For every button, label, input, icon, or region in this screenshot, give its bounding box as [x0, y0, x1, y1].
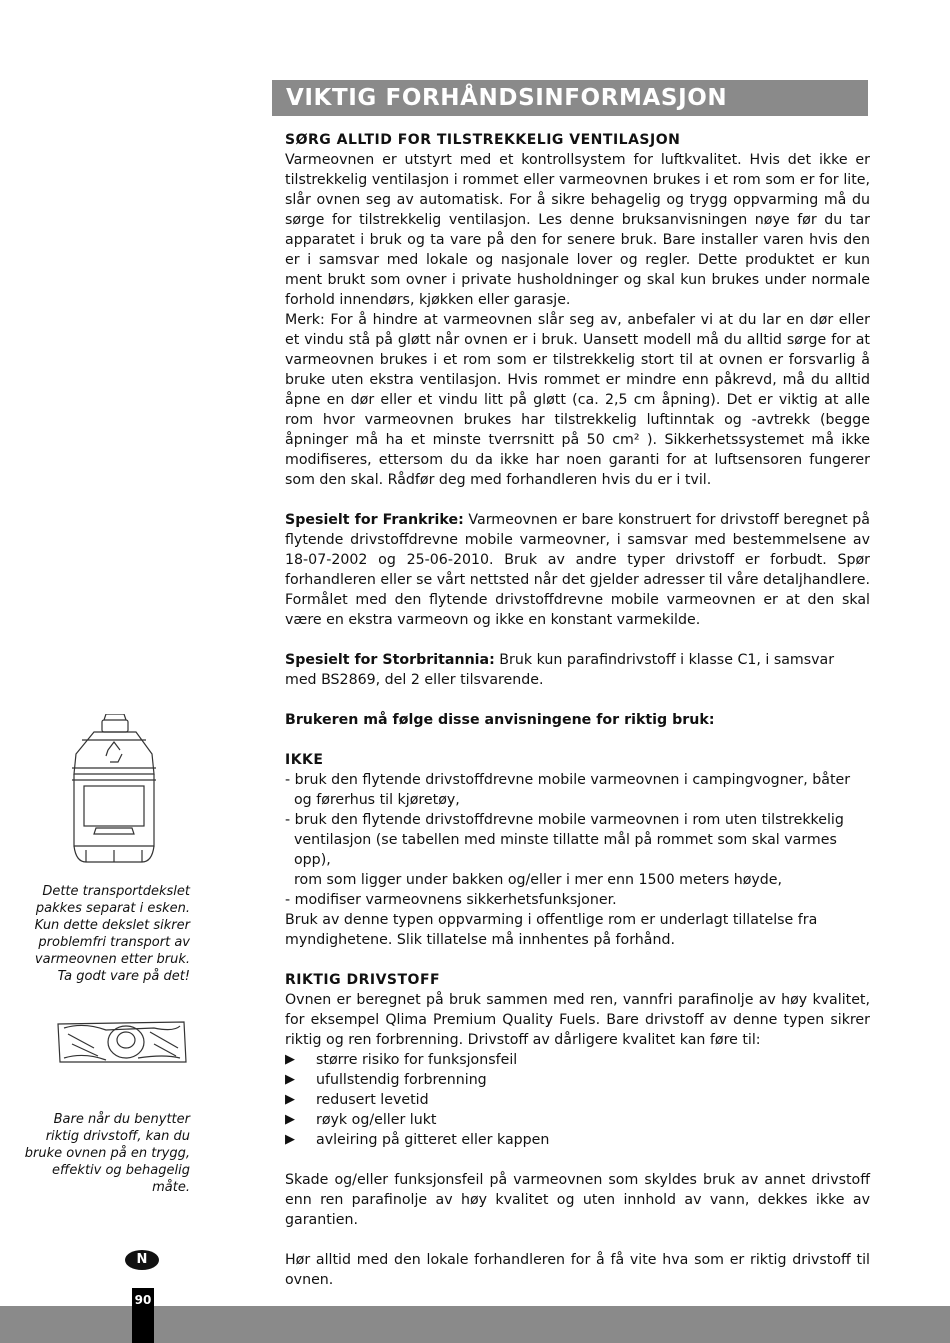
main-content: [285, 130, 870, 1290]
ikke-line: - bruk den flytende drivstoffdrevne mobile varmeovnen i campingvogner, båter: [285, 772, 851, 788]
fuel-bullet: [285, 1130, 870, 1150]
uk-label: Spesielt for Storbritannia:: [285, 652, 495, 668]
fuel-intro: Ovnen er beregnet på bruk sammen med ren, vannfri parafinolje av høy kvalitet, for eksempel Qlima Premium Quality Fuels. Bare drivstoff av denne typen sikrer riktig og ren forbrenning. Drivstoff av dårligere kvalitet kan føre til:: [285, 992, 870, 1048]
ikke-line: og førerhus til kjøretøy,: [294, 792, 460, 808]
arrow-right-icon: ▶: [285, 1112, 295, 1127]
uk-paragraph: [285, 650, 870, 690]
section-heading-ventilation: SØRG ALLTID FOR TILSTREKKELIG VENTILASJON: [285, 132, 681, 148]
fuel-bullet-text: redusert levetid: [316, 1092, 429, 1108]
language-badge: N: [125, 1250, 159, 1270]
uk-text: Bruk kun parafindrivstoff i klasse C1, i samsvar med BS2869, del 2 eller tilsvarende.: [285, 652, 835, 688]
france-paragraph: [285, 510, 870, 630]
fuel-bullet: [285, 1090, 870, 1110]
transport-cover-caption: Dette transportdekslet pakkes separat i esken. Kun dette dekslet sikrer problemfri transport av varmeovnen etter bruk. Ta godt vare på det!: [34, 884, 190, 984]
title-bar: [272, 80, 868, 116]
dealer-paragraph: Hør alltid med den lokale forhandleren for å få vite hva som er riktig drivstoff til ovnen.: [285, 1252, 870, 1288]
fuel-bullet-text: ufullstendig forbrenning: [316, 1072, 487, 1088]
ikke-line: - modifiser varmeovnens sikkerhetsfunksjoner.: [285, 892, 617, 908]
fuel-heading: RIKTIG DRIVSTOFF: [285, 972, 441, 988]
user-instructions-heading: Brukeren må følge disse anvisningene for riktig bruk:: [285, 712, 715, 728]
ikke-line: rom som ligger under bakken og/eller i mer enn 1500 meters høyde,: [294, 872, 783, 888]
fuel-bullet: [285, 1050, 870, 1070]
note-paragraph: Merk: For å hindre at varmeovnen slår seg av, anbefaler vi at du lar en dør eller et vindu stå på gløtt når ovnen er i bruk. Uansett modell må du alltid sørge for at varmeovnen brukes i et rom som er tilstrekkelig stort til at ovnen er forsvarlig å bruke uten ekstra ventilasjon. Hvis rommet er mindre enn påkrevd, må du alltid åpne en dør eller et vindu litt på gløtt (ca. 2,5 cm åpning). Det er viktig at alle rom hvor varmeovnen brukes har tilstrekkelig luftinntak og -avtrekk (begge åpninger må ha et minste tverrsnitt på 50 cm² ). Sikkerhetssystemet må ikke modifiseres, ettersom du da ikke har noen garanti for at luftsensoren fungerer som den skal. Rådfør deg med forhandleren hvis du er i tvil.: [285, 312, 870, 488]
ikke-line: - bruk den flytende drivstoffdrevne mobile varmeovnen i rom uten tilstrekkelig: [285, 812, 844, 828]
page-title: VIKTIG FORHÅNDSINFORMASJON: [286, 85, 728, 111]
fuel-bullet-text: større risiko for funksjonsfeil: [316, 1052, 518, 1068]
fuel-bullet: [285, 1070, 870, 1090]
arrow-right-icon: ▶: [285, 1052, 295, 1067]
ikke-heading: IKKE: [285, 752, 324, 768]
permit-note: Bruk av denne typen oppvarming i offentlige rom er underlagt tillatelse fra myndighetene. Slik tillatelse må innhentes på forhånd.: [285, 912, 818, 948]
ventilation-paragraph: Varmeovnen er utstyrt med et kontrollsystem for luftkvalitet. Hvis det ikke er tilstrekkelig ventilasjon i rommet eller varmeovnen brukes i et rom som er for lite, slår ovnen seg av automatisk. For å sikre behagelig og trygg oppvarming må du sørge for tilstrekkelig ventilasjon. Les denne bruksanvisningen nøye før du tar apparatet i bruk og ta vare på den for senere bruk. Bare installer varen hvis den er i samsvar med lokale og nasjonale lover og regler. Dette produktet er kun ment brukt som ovner i private husholdninger og skal kun brukes under normale forhold innendørs, kjøkken eller garasje.: [285, 152, 870, 308]
fuel-bullet-text: avleiring på gitteret eller kappen: [316, 1132, 550, 1148]
arrow-right-icon: ▶: [285, 1072, 295, 1087]
ikke-line: ventilasjon (se tabellen med minste tillatte mål på rommet som skal varmes opp),: [294, 832, 837, 868]
france-text: Varmeovnen er bare konstruert for drivstoff beregnet på flytende drivstoffdrevne mobile varmeovner, i samsvar med bestemmelsene av 18-07-2002 og 25-06-2010. Bruk av andre typer drivstoff er forbudt. Spør forhandleren eller se vårt nettsted når det gjelder adresser til våre detaljhandlere. Formålet med den flytende drivstoffdrevne mobile varmeovnen er at den skal være en ekstra varmeovn og ikke en konstant varmekilde.: [285, 512, 870, 628]
fuel-bullet-text: røyk og/eller lukt: [316, 1112, 437, 1128]
fuel-container-illustration: [66, 714, 162, 864]
fuel-bullet: [285, 1110, 870, 1130]
fuel-quality-illustration: [54, 1018, 190, 1066]
page-number: 90: [132, 1288, 154, 1343]
warranty-paragraph: Skade og/eller funksjonsfeil på varmeovnen som skyldes bruk av annet drivstoff enn ren parafinolje av høy kvalitet og uten innhold av vann, dekkes ikke av garantien.: [285, 1172, 870, 1228]
correct-fuel-caption: Bare når du benytter riktig drivstoff, kan du bruke ovnen på en trygg, effektiv og behagelig måte.: [24, 1112, 190, 1195]
france-label: Spesielt for Frankrike:: [285, 512, 464, 528]
arrow-right-icon: ▶: [285, 1132, 295, 1147]
arrow-right-icon: ▶: [285, 1092, 295, 1107]
